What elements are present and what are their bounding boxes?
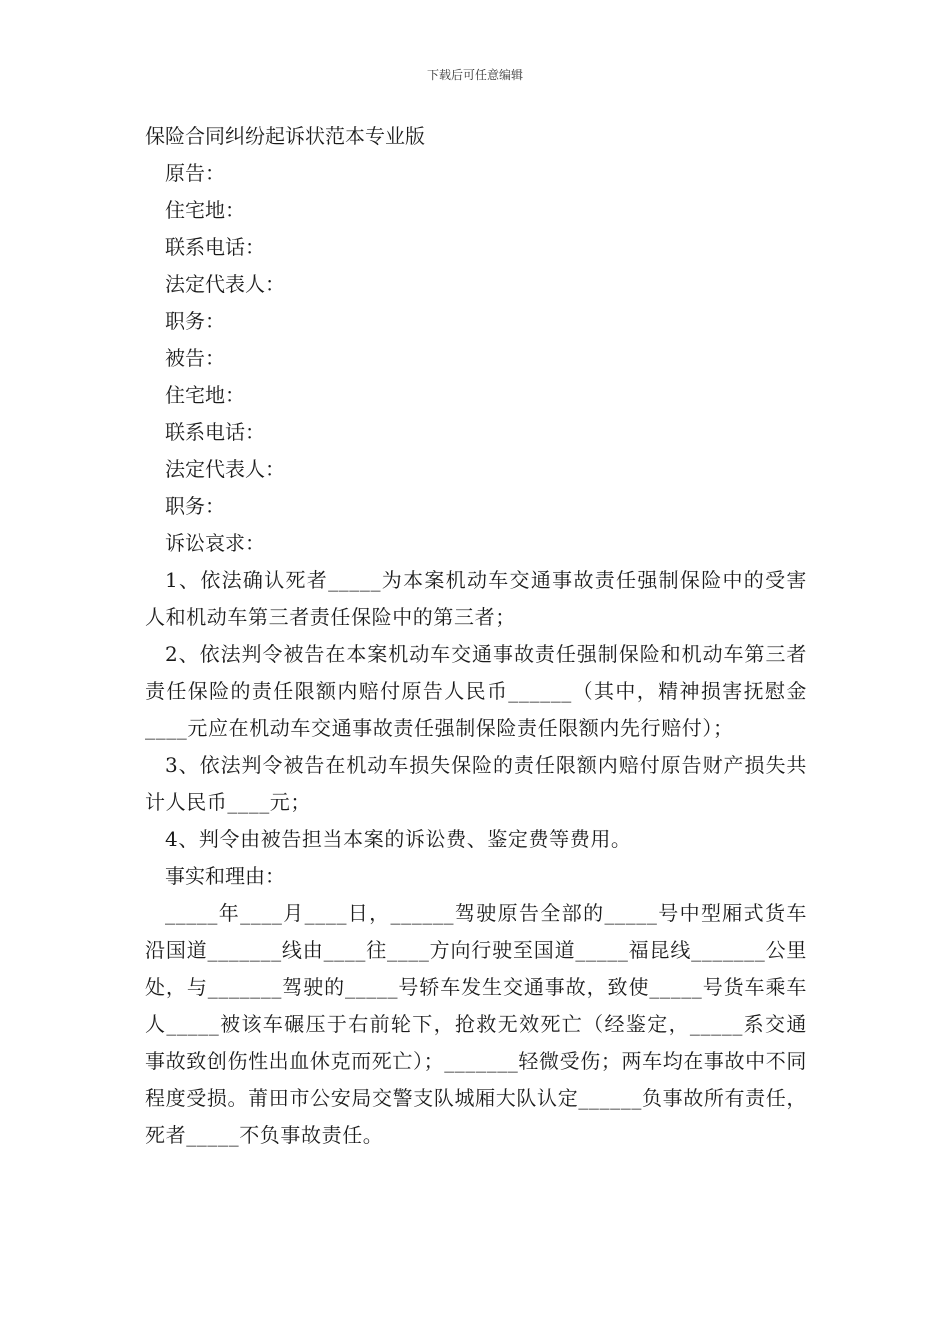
- defendant-section: [145, 340, 807, 525]
- claim-item: 3、依法判令被告在机动车损失保险的责任限额内赔付原告财产损失共计人民币____元；: [145, 753, 807, 814]
- claims-heading: 诉讼哀求：: [165, 531, 265, 555]
- defendant-legal-rep-label: 法定代表人：: [165, 457, 285, 481]
- plaintiff-position-label: 职务：: [165, 309, 225, 333]
- plaintiff-legal-rep-label: 法定代表人：: [165, 272, 285, 296]
- plaintiff-address-label: 住宅地：: [165, 198, 245, 222]
- claims-list: [145, 562, 807, 858]
- defendant-address-label: 住宅地：: [165, 383, 245, 407]
- claim-item: 1、依法确认死者_____为本案机动车交通事故责任强制保险中的受害人和机动车第三者责任保险中的第三者；: [145, 568, 807, 629]
- document-title: 保险合同纠纷起诉状范本专业版: [145, 124, 425, 148]
- facts-paragraph: _____年____月____日，______驾驶原告全部的_____号中型厢式货车沿国道_______线由____往____方向行驶至国道_____福昆线_______公里处，与_______驾驶的_____号轿车发生交通事故，致使_____号货车乘车人_____被该车碾压于右前轮下，抢救无效死亡（经鉴定，_____系交通事故致创伤性出血休克而死亡）；_______轻微受伤；两车均在事故中不同程度受损。莆田市公安局交警支队城厢大队认定______负事故所有责任，死者_____不负事故责任。: [145, 901, 807, 1147]
- defendant-name-label: 被告：: [165, 346, 225, 370]
- claim-item: 2、依法判令被告在本案机动车交通事故责任强制保险和机动车第三者责任保险的责任限额内赔付原告人民币______（其中，精神损害抚慰金____元应在机动车交通事故责任强制保险责任限额内先行赔付）；: [145, 642, 807, 740]
- document-body: [145, 118, 807, 1154]
- page-header-watermark: 下载后可任意编辑: [426, 68, 523, 82]
- defendant-phone-label: 联系电话：: [165, 420, 265, 444]
- facts-heading: 事实和理由：: [165, 864, 285, 888]
- claim-item: 4、判令由被告担当本案的诉讼费、鉴定费等费用。: [165, 827, 632, 851]
- plaintiff-section: [145, 155, 807, 340]
- plaintiff-phone-label: 联系电话：: [165, 235, 265, 259]
- plaintiff-name-label: 原告：: [165, 161, 225, 185]
- defendant-position-label: 职务：: [165, 494, 225, 518]
